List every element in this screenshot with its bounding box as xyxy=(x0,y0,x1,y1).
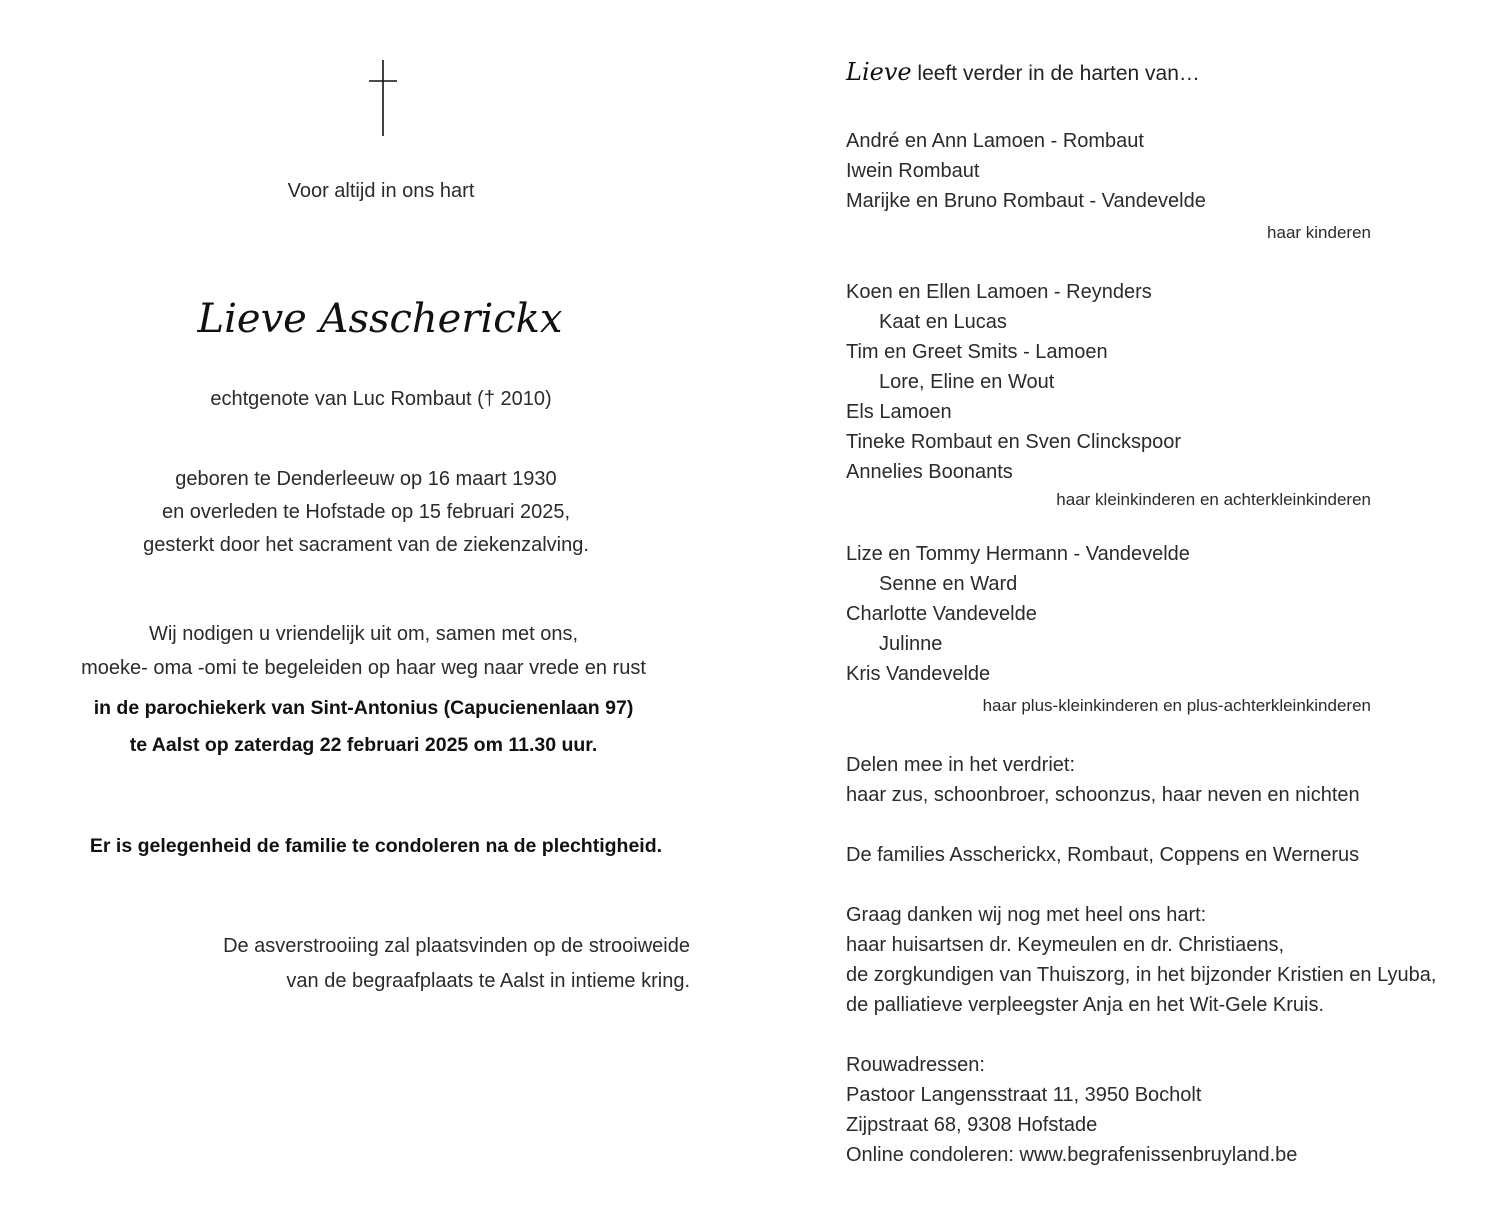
thanks-line: de palliatieve verpleegster Anja en het Wit-Gele Kruis. xyxy=(846,994,1325,1016)
bio-line: en overleden te Hofstade op 15 februari 2025, xyxy=(161,501,571,523)
ceremony-line: in de parochiekerk van Sint-Antonius (Capucienenlaan 97) xyxy=(93,697,634,719)
family-heading xyxy=(846,58,1200,86)
group-caption: haar kleinkinderen en achterkleinkinderen xyxy=(1056,490,1371,509)
address-line: Pastoor Langensstraat 11, 3950 Bocholt xyxy=(846,1084,1202,1106)
list-item: Senne en Ward xyxy=(879,573,1018,595)
list-item: Els Lamoen xyxy=(846,401,952,423)
spouse-line: echtgenote van Luc Rombaut († 2010) xyxy=(210,388,552,410)
address-line: Zijpstraat 68, 9308 Hofstade xyxy=(846,1114,1098,1136)
group-caption: haar kinderen xyxy=(1267,223,1371,242)
cross-icon xyxy=(368,60,398,136)
list-item: Lore, Eline en Wout xyxy=(879,371,1055,393)
address-line: Rouwadressen: xyxy=(846,1054,985,1076)
bio-block xyxy=(66,463,666,562)
list-item: Marijke en Bruno Rombaut - Vandevelde xyxy=(846,190,1206,212)
ceremony-block xyxy=(46,690,681,764)
list-item: André en Ann Lamoen - Rombaut xyxy=(846,130,1144,152)
list-item: Annelies Boonants xyxy=(846,461,1013,483)
ashes-line: van de begraafplaats te Aalst in intieme kring. xyxy=(286,970,690,992)
list-item: Julinne xyxy=(879,633,943,655)
thanks-line: haar huisartsen dr. Keymeulen en dr. Christiaens, xyxy=(846,934,1285,956)
list-item: Lize en Tommy Hermann - Vandevelde xyxy=(846,543,1190,565)
bio-line: geboren te Denderleeuw op 16 maart 1930 xyxy=(175,468,557,490)
condolence-note: Er is gelegenheid de familie te condoleren na de plechtigheid. xyxy=(89,835,663,857)
list-item: Tineke Rombaut en Sven Clinckspoor xyxy=(846,431,1181,453)
thanks-line: Graag danken wij nog met heel ons hart: xyxy=(846,904,1207,926)
invitation-line: moeke- oma -omi te begeleiden op haar weg naar vrede en rust xyxy=(81,657,646,679)
thanks-line: de zorgkundigen van Thuiszorg, in het bijzonder Kristien en Lyuba, xyxy=(846,964,1437,986)
share-line: haar zus, schoonbroer, schoonzus, haar neven en nichten xyxy=(846,784,1360,806)
invitation-block xyxy=(46,617,681,685)
bio-line: gesterkt door het sacrament van de ziekenzalving. xyxy=(143,534,589,556)
ashes-line: De asverstrooiing zal plaatsvinden op de strooiweide xyxy=(223,935,690,957)
ashes-block xyxy=(150,929,690,999)
list-item: Koen en Ellen Lamoen - Reynders xyxy=(846,281,1152,303)
heading-name: Lieve xyxy=(846,58,912,86)
list-item: Kris Vandevelde xyxy=(846,663,991,685)
address-line: Online condoleren: www.begrafenissenbruyland.be xyxy=(846,1144,1298,1166)
list-item: Tim en Greet Smits - Lamoen xyxy=(846,341,1108,363)
list-item: Charlotte Vandevelde xyxy=(846,603,1037,625)
ceremony-line: te Aalst op zaterdag 22 februari 2025 om 11.30 uur. xyxy=(129,734,598,756)
deceased-name: Lieve Asscherickx xyxy=(197,296,563,342)
group-caption: haar plus-kleinkinderen en plus-achterkleinkinderen xyxy=(982,696,1371,715)
motto: Voor altijd in ons hart xyxy=(287,180,475,202)
families-line: De families Asscherickx, Rombaut, Coppens en Wernerus xyxy=(846,844,1360,866)
list-item: Iwein Rombaut xyxy=(846,160,980,182)
share-line: Delen mee in het verdriet: xyxy=(846,754,1076,776)
invitation-line: Wij nodigen u vriendelijk uit om, samen met ons, xyxy=(148,623,579,645)
heading-text: leeft verder in de harten van… xyxy=(911,62,1200,85)
list-item: Kaat en Lucas xyxy=(879,311,1007,333)
